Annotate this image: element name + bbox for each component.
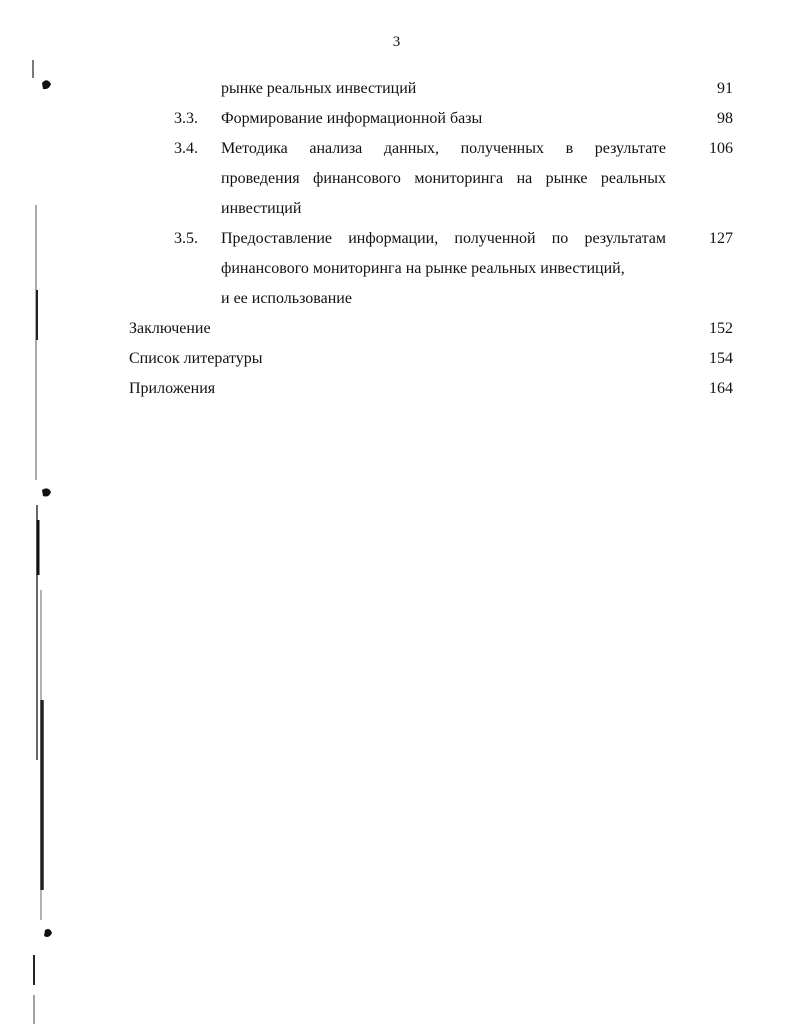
toc-entry-title: рынке реальных инвестиций <box>221 80 417 97</box>
toc-entry-continuation <box>0 284 793 314</box>
toc-entry-title: Заключение <box>129 320 211 337</box>
toc-entry-continuation <box>0 194 793 224</box>
toc-entry-title-line: и ее использование <box>221 290 352 307</box>
toc-entry-number: 3.5. <box>174 230 198 247</box>
toc-entry-page: 91 <box>717 80 733 97</box>
toc-entry-page: 164 <box>709 380 733 397</box>
toc-entry <box>0 314 793 344</box>
toc-entry <box>0 344 793 374</box>
toc-entry-title-line: проведения финансового мониторинга на рынке реальных <box>221 170 666 187</box>
toc-entry <box>0 224 793 254</box>
toc-entry-page: 154 <box>709 350 733 367</box>
punch-hole-mark <box>44 929 52 937</box>
toc-entry <box>0 374 793 404</box>
page-number: 3 <box>392 34 401 50</box>
toc-entry-number: 3.3. <box>174 110 198 127</box>
toc-entry-continuation <box>0 164 793 194</box>
toc-entry-page: 98 <box>717 110 733 127</box>
table-of-contents <box>0 74 793 404</box>
punch-hole-mark <box>42 488 51 496</box>
toc-entry-title-line: финансового мониторинга на рынке реальных инвестиций, <box>221 260 625 277</box>
toc-entry-page: 152 <box>709 320 733 337</box>
toc-entry-title-line: Методика анализа данных, полученных в результате <box>221 140 666 157</box>
toc-entry <box>0 134 793 164</box>
toc-entry-continuation <box>0 254 793 284</box>
toc-entry-title-line: Предоставление информации, полученной по результатам <box>221 230 666 247</box>
toc-entry-title-line: инвестиций <box>221 200 302 217</box>
toc-entry-title: Список литературы <box>129 350 263 367</box>
toc-entry-title: Приложения <box>129 380 216 397</box>
toc-entry <box>0 104 793 134</box>
toc-entry <box>0 74 793 104</box>
toc-entry-page: 127 <box>709 230 733 247</box>
toc-entry-number: 3.4. <box>174 140 198 157</box>
toc-entry-title: Формирование информационной базы <box>221 110 483 127</box>
toc-entry-page: 106 <box>709 140 733 157</box>
